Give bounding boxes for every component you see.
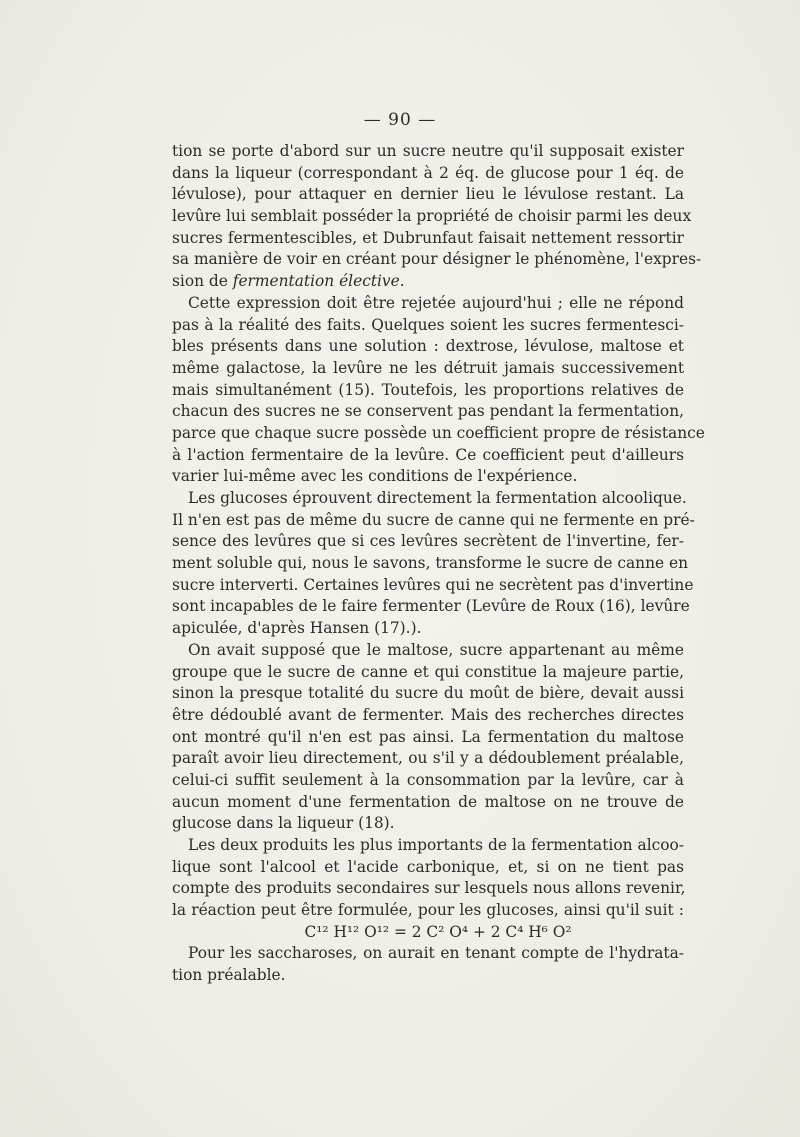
- text-line: tion se porte d'abord sur un sucre neutre qu'il supposait exister: [172, 142, 684, 160]
- text-line: à l'action fermentaire de la levûre. Ce coefficient peut d'ailleurs: [172, 445, 684, 464]
- text-line: dans la liqueur (correspondant à 2 éq. de glucose pour 1 éq. de: [172, 163, 684, 182]
- text-line: groupe que le sucre de canne et qui constitue la majeure partie,: [172, 662, 684, 681]
- text-line: celui-ci suffit seulement à la consommation par la levûre, car à: [172, 770, 684, 789]
- text-line: la réaction peut être formulée, pour les glucoses, ainsi qu'il suit :: [172, 901, 684, 920]
- text-line: sinon la presque totalité du sucre du moût de bière, devait aussi: [172, 684, 684, 703]
- text-line: sucres fermentescibles, et Dubrunfaut faisait nettement ressortir: [172, 228, 684, 247]
- formula-line: C¹² H¹² O¹² = 2 C² O⁴ + 2 C⁴ H⁶ O²: [304, 922, 572, 941]
- text-line: Les glucoses éprouvent directement la fermentation alcoolique.: [188, 489, 687, 507]
- text-line: On avait supposé que le maltose, sucre appartenant au même: [188, 640, 684, 659]
- text-line: varier lui-même avec les conditions de l'expérience.: [172, 467, 578, 486]
- text-line: Pour les saccharoses, on aurait en tenant compte de l'hydrata-: [188, 944, 684, 963]
- text-line: sucre interverti. Certaines levûres qui ne secrètent pas d'invertine: [172, 575, 694, 594]
- text-line: glucose dans la liqueur (18).: [172, 814, 395, 833]
- text-line: même galactose, la levûre ne les détruit jamais successivement: [172, 358, 684, 377]
- text-line: lique sont l'alcool et l'acide carbonique, et, si on ne tient pas: [172, 857, 684, 876]
- page-number: — 90 —: [363, 110, 437, 130]
- text-line: mais simultanément (15). Toutefois, les proportions relatives de: [172, 380, 684, 399]
- text-line: apiculée, d'après Hansen (17).).: [172, 619, 422, 638]
- text-line: levûre lui semblait posséder la propriété de choisir parmi les deux: [172, 207, 692, 226]
- text-line: tion préalable.: [172, 966, 286, 985]
- text-line: parce que chaque sucre possède un coefficient propre de résistance: [172, 423, 705, 442]
- text-line: lévulose), pour attaquer en dernier lieu le lévulose restant. La: [172, 185, 684, 204]
- text-line: sence des levûres que si ces levûres secrètent de l'invertine, fer-: [172, 532, 684, 551]
- text-line: pas à la réalité des faits. Quelques soient les sucres fermentesci-: [172, 315, 684, 334]
- text-line: paraît avoir lieu directement, ou s'il y a dédoublement préalable,: [172, 749, 684, 768]
- text-line: ont montré qu'il n'en est pas ainsi. La fermentation du maltose: [172, 727, 684, 746]
- text-line: Les deux produits les plus importants de la fermentation alcoo-: [188, 836, 684, 854]
- emphasis-text: fermentation élective: [232, 272, 400, 291]
- text-run: .: [399, 272, 405, 291]
- text-line: aucun moment d'une fermentation de maltose on ne trouve de: [172, 792, 684, 811]
- text-line: chacun des sucres ne se conservent pas pendant la fermentation,: [172, 402, 684, 421]
- text-line: compte des produits secondaires sur lesquels nous allons revenir,: [172, 879, 686, 898]
- text-line: sont incapables de le faire fermenter (Levûre de Roux (16), levûre: [172, 597, 690, 616]
- text-line: ment soluble qui, nous le savons, transforme le sucre de canne en: [172, 554, 689, 573]
- text-line: être dédoublé avant de fermenter. Mais des recherches directes: [172, 705, 684, 724]
- text-line: Il n'en est pas de même du sucre de canne qui ne fermente en pré-: [172, 510, 695, 529]
- text-line: [172, 271, 684, 293]
- text-line: sa manière de voir en créant pour désigner le phénomène, l'expres-: [172, 250, 702, 269]
- body-text: [172, 141, 705, 987]
- text-line: bles présents dans une solution : dextrose, lévulose, maltose et: [172, 337, 684, 356]
- text-run: sion de: [172, 272, 233, 291]
- text-line: Cette expression doit être rejetée aujourd'hui ; elle ne répond: [188, 293, 684, 312]
